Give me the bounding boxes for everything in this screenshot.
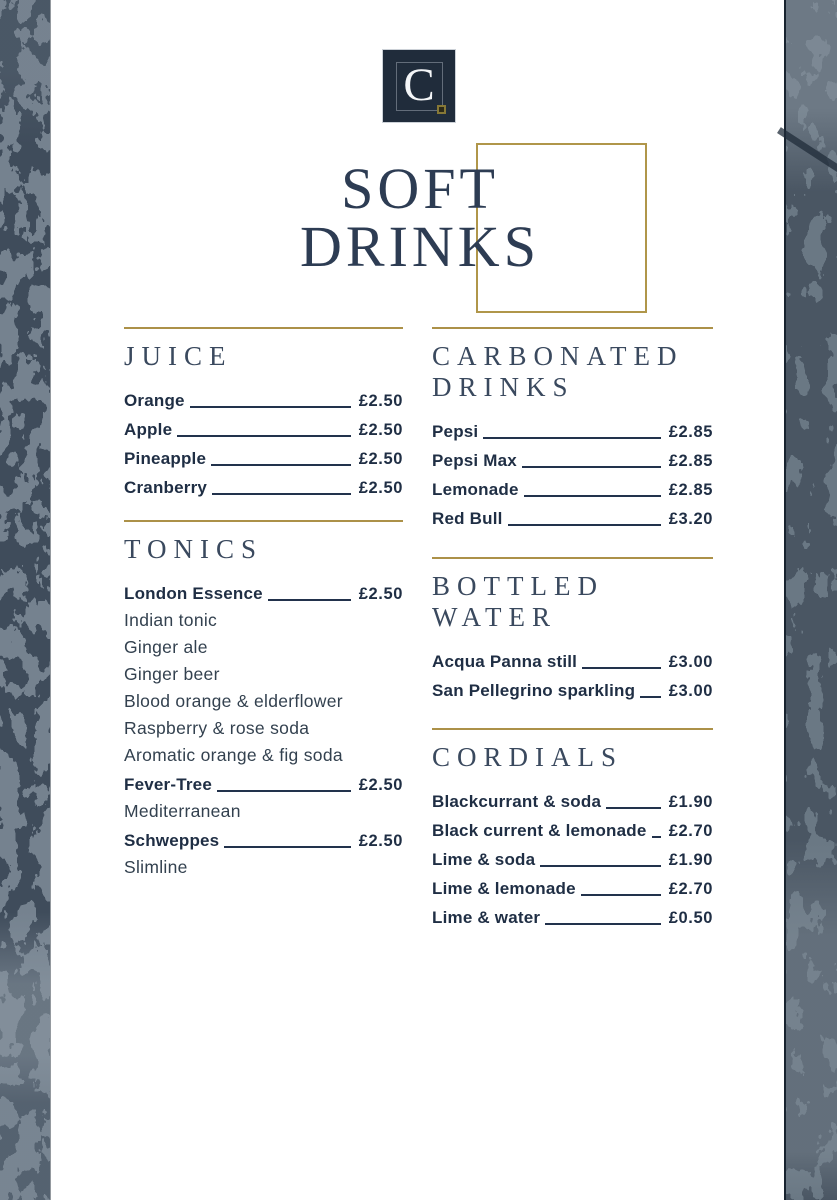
leader-line: [522, 466, 661, 468]
menu-item-ginger-ale: Ginger ale: [124, 637, 208, 657]
leader-line: [483, 437, 660, 439]
leader-line: [190, 406, 351, 408]
gold-divider: [124, 520, 403, 522]
section-carbonated-drinks: [432, 327, 713, 529]
menu-item-lime-soda: Lime & soda £1.90: [432, 850, 713, 869]
leader-line: [606, 807, 661, 809]
leader-line: [212, 493, 351, 495]
leader-line: [640, 696, 661, 698]
menu-item-pepsi: Pepsi £2.85: [432, 422, 713, 441]
section-heading-bottled-water: BOTTLED WATER: [432, 571, 604, 632]
section-heading-cordials: CORDIALS: [432, 742, 624, 772]
section-heading-juice: JUICE: [124, 341, 233, 371]
page-title-line2: DRINKS: [300, 214, 540, 279]
leader-line: [545, 923, 660, 925]
item-list: [432, 643, 713, 701]
gold-divider: [432, 327, 713, 329]
page-title-line1: SOFT: [341, 156, 499, 221]
logo-letter: C: [403, 58, 435, 111]
leader-line: [652, 836, 661, 838]
menu-item-slimline: Slimline: [124, 857, 188, 877]
menu-item-lime-lemonade: Lime & lemonade £2.70: [432, 879, 713, 898]
menu-item-london-essence: London Essence £2.50: [124, 584, 403, 603]
menu-item-cranberry: Cranberry £2.50: [124, 478, 403, 497]
section-juice: [124, 327, 403, 498]
section-bottled-water: [432, 557, 713, 701]
leader-line: [524, 495, 661, 497]
page-title: [235, 156, 605, 279]
logo-gold-chip-icon: [437, 105, 446, 114]
leader-line: [582, 667, 661, 669]
leader-line: [540, 865, 660, 867]
left-texture-bar: [0, 0, 51, 1200]
gold-divider: [124, 327, 403, 329]
menu-item-san-pellegrino: San Pellegrino sparkling £3.00: [432, 681, 713, 700]
leader-line: [224, 846, 350, 848]
menu-item-red-bull: Red Bull £3.20: [432, 509, 713, 528]
leader-line: [581, 894, 661, 896]
item-list: [432, 413, 713, 529]
leader-line: [217, 790, 351, 792]
right-texture-bar: [784, 0, 837, 1200]
menu-item-lime-water: Lime & water £0.50: [432, 908, 713, 927]
section-heading-tonics: TONICS: [124, 534, 264, 564]
section-cordials: [432, 728, 713, 928]
leader-line: [211, 464, 351, 466]
section-tonics: [124, 520, 403, 878]
menu-item-aromatic-orange-fig-soda: Aromatic orange & fig soda: [124, 745, 343, 765]
menu-item-pepsi-max: Pepsi Max £2.85: [432, 451, 713, 470]
item-list: [432, 783, 713, 928]
menu-item-black-current-lemonade: Black current & lemonade £2.70: [432, 821, 713, 840]
menu-item-raspberry-rose-soda: Raspberry & rose soda: [124, 718, 310, 738]
menu-column-right: [432, 327, 713, 1200]
menu-item-blackcurrant-soda: Blackcurrant & soda £1.90: [432, 792, 713, 811]
item-list: [124, 575, 403, 878]
menu-item-mediterranean: Mediterranean: [124, 801, 241, 821]
brand-logo: [383, 50, 455, 122]
menu-item-indian-tonic: Indian tonic: [124, 610, 218, 630]
menu-item-pineapple: Pineapple £2.50: [124, 449, 403, 468]
menu-item-blood-orange-elderflower: Blood orange & elderflower: [124, 691, 343, 711]
item-list: [124, 382, 403, 498]
menu-item-fever-tree: Fever-Tree £2.50: [124, 775, 403, 794]
gold-divider: [432, 557, 713, 559]
section-heading-carbonated: CARBONATED DRINKS: [432, 341, 684, 402]
menu-item-lemonade: Lemonade £2.85: [432, 480, 713, 499]
leader-line: [508, 524, 661, 526]
menu-column-left: [124, 327, 403, 1200]
gold-divider: [432, 728, 713, 730]
menu-item-orange: Orange £2.50: [124, 391, 403, 410]
menu-item-apple: Apple £2.50: [124, 420, 403, 439]
leader-line: [268, 599, 351, 601]
leader-line: [177, 435, 350, 437]
menu-item-acqua-panna: Acqua Panna still £3.00: [432, 652, 713, 671]
menu-item-schweppes: Schweppes £2.50: [124, 831, 403, 850]
menu-item-ginger-beer: Ginger beer: [124, 664, 220, 684]
